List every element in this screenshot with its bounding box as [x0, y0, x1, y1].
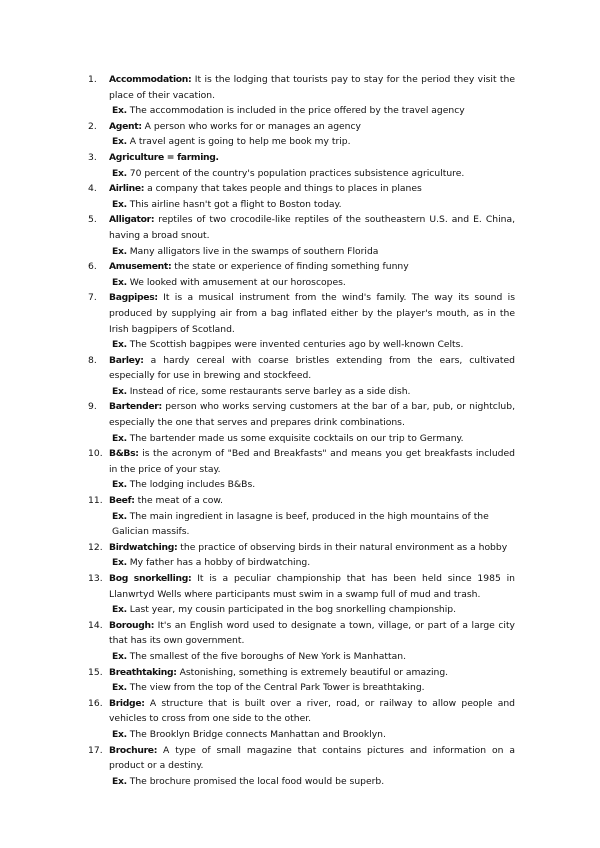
entry-definition-line [109, 119, 515, 135]
entry-definition: is the acronym of "Bed and Breakfasts" and means you get breakfasts included in the price of your stay. [109, 448, 515, 475]
glossary-entry [88, 290, 515, 352]
entry-example-line [109, 244, 515, 260]
entry-definition-line [109, 353, 515, 384]
entry-example: The view from the top of the Central Park Tower is breathtaking. [129, 682, 425, 694]
entry-term: Beef: [109, 495, 135, 507]
example-label: Ex. [112, 604, 127, 616]
entry-definition-line [109, 743, 515, 774]
entry-example: The brochure promised the local food would be superb. [129, 775, 385, 787]
entry-example: Last year, my cousin participated in the bog snorkelling championship. [129, 604, 457, 616]
entry-definition-line [109, 399, 515, 430]
entry-number: 7. [88, 292, 97, 304]
example-label: Ex. [112, 479, 127, 491]
entry-term: Brochure: [109, 744, 158, 756]
entry-example: The main ingredient in lasagne is beef, produced in the high mountains of the Galician massifs. [112, 510, 489, 538]
example-label: Ex. [112, 682, 127, 694]
entry-example: Many alligators live in the swamps of southern Florida [129, 245, 379, 257]
glossary-entry [88, 150, 515, 181]
glossary-entry [88, 743, 515, 790]
entry-example-line [109, 602, 515, 618]
entry-term: Bagpipes: [109, 292, 158, 304]
entry-example-line [109, 727, 515, 743]
glossary-entry [88, 259, 515, 290]
example-label: Ex. [112, 650, 127, 662]
example-label: Ex. [112, 775, 127, 787]
example-label: Ex. [112, 339, 127, 351]
glossary-entry [88, 212, 515, 259]
entry-definition: A structure that is built over a river, road, or railway to allow people and vehicles to cross from one side to the other. [109, 697, 515, 725]
example-label: Ex. [112, 136, 127, 148]
entry-term: B&Bs: [109, 448, 139, 460]
entry-definition: reptiles of two crocodile-like reptiles of the southeastern U.S. and E. China, having a broad snout. [109, 214, 515, 241]
entry-example-line [109, 431, 515, 447]
entry-number: 17. [88, 744, 103, 756]
glossary-entry [88, 618, 515, 665]
entry-definition-line [109, 493, 515, 509]
entry-definition-line [109, 540, 515, 556]
entry-example-line [109, 166, 515, 182]
entry-number: 8. [88, 354, 97, 366]
entry-number: 5. [88, 214, 97, 226]
glossary-entry [88, 446, 515, 493]
entry-definition: It is a musical instrument from the wind's family. The way its sound is produced by supplying air from a bag inflated either by the player's mouth, as in the Irish bagpipers of Scotland. [109, 292, 516, 335]
entry-number: 2. [88, 120, 97, 132]
entry-example: The bartender made us some exquisite cocktails on our trip to Germany. [129, 432, 464, 444]
entry-term: Breathtaking: [109, 666, 177, 678]
example-label: Ex. [112, 245, 127, 257]
entry-example-line [109, 134, 515, 150]
glossary-entry [88, 696, 515, 743]
entry-example: The Brooklyn Bridge connects Manhattan and Brooklyn. [129, 728, 386, 740]
glossary-entry [88, 665, 515, 696]
entry-term: Agent: [109, 120, 142, 132]
entry-number: 16. [88, 697, 103, 709]
glossary-entry [88, 493, 515, 540]
example-label: Ex. [112, 105, 127, 117]
entry-example: The Scottish bagpipes were invented centuries ago by well-known Celts. [129, 339, 464, 351]
glossary-entry [88, 72, 515, 119]
example-label: Ex. [112, 167, 127, 179]
entry-example-line [109, 103, 515, 119]
entry-number: 15. [88, 666, 103, 678]
entry-definition: the meat of a cow. [137, 495, 223, 507]
entry-definition-line [109, 212, 515, 243]
glossary-entry [88, 540, 515, 571]
example-label: Ex. [112, 510, 127, 522]
entry-number: 12. [88, 541, 103, 553]
entry-definition-line [109, 259, 515, 275]
entry-definition: It's an English word used to designate a town, village, or part of a large city that has its own government. [109, 619, 515, 647]
entry-definition: the practice of observing birds in their natural environment as a hobby [180, 541, 508, 553]
entry-definition: the state or experience of finding something funny [174, 261, 409, 273]
entry-example-line [109, 649, 515, 665]
entry-number: 13. [88, 573, 103, 584]
glossary-entry [88, 353, 515, 400]
glossary-entry [88, 181, 515, 212]
entry-example: This airline hasn't got a flight to Boston today. [129, 198, 342, 210]
entry-term: Airline: [109, 183, 145, 195]
entry-example: Instead of rice, some restaurants serve barley as a side dish. [129, 385, 411, 397]
entry-example: We looked with amusement at our horoscopes. [129, 276, 346, 288]
glossary-list [88, 72, 515, 789]
example-label: Ex. [112, 432, 127, 444]
example-label: Ex. [112, 557, 127, 569]
example-label: Ex. [112, 198, 127, 210]
entry-number: 1. [88, 74, 97, 85]
entry-definition: It is a peculiar championship that has been held since 1985 in Llanwrtyd Wells where participants must swim in a swamp full of mud and trash. [109, 573, 515, 600]
glossary-entry [88, 399, 515, 446]
entry-definition: a company that takes people and things to places in planes [147, 183, 422, 195]
entry-example-line [109, 337, 515, 353]
entry-number: 4. [88, 183, 97, 195]
glossary-entry [88, 119, 515, 150]
entry-definition-line [109, 72, 515, 103]
entry-example: 70 percent of the country's population practices subsistence agriculture. [129, 167, 465, 179]
entry-example: The lodging includes B&Bs. [129, 479, 256, 491]
entry-example-line [109, 477, 515, 493]
entry-definition: person who works serving customers at the bar of a bar, pub, or nightclub, especially the one that serves and prepares drink combinations. [109, 401, 515, 429]
entry-definition-line [109, 571, 515, 602]
entry-number: 11. [88, 495, 103, 507]
glossary-entry [88, 571, 515, 618]
entry-term: Borough: [109, 619, 155, 631]
entry-term: Barley: [109, 354, 144, 366]
example-label: Ex. [112, 728, 127, 740]
entry-definition: Astonishing, something is extremely beautiful or amazing. [179, 666, 449, 678]
entry-definition-line [109, 150, 515, 166]
entry-example: My father has a hobby of birdwatching. [129, 557, 311, 569]
entry-term: Birdwatching: [109, 541, 178, 553]
entry-example-line [109, 197, 515, 213]
entry-example-line [109, 555, 515, 571]
entry-definition-line [109, 696, 515, 727]
example-label: Ex. [112, 385, 127, 397]
entry-definition: a hardy cereal with coarse bristles extending from the ears, cultivated especially for use in brewing and stockfeed. [109, 354, 515, 382]
entry-number: 6. [88, 261, 97, 273]
entry-example-line [109, 384, 515, 400]
entry-example-line [109, 680, 515, 696]
entry-term: Bog snorkelling: [109, 573, 192, 584]
entry-number: 10. [88, 448, 103, 460]
entry-term: Amusement: [109, 261, 172, 273]
entry-definition: It is the lodging that tourists pay to stay for the period they visit the place of their vacation. [109, 74, 516, 101]
entry-definition-line [109, 290, 515, 337]
entry-definition-line [109, 618, 515, 649]
entry-definition: A person who works for or manages an agency [144, 120, 361, 132]
entry-example: The accommodation is included in the price offered by the travel agency [129, 105, 465, 117]
entry-example-line [109, 275, 515, 291]
entry-number: 9. [88, 401, 97, 413]
entry-example: A travel agent is going to help me book my trip. [129, 136, 351, 148]
entry-term: Accommodation: [109, 74, 192, 85]
entry-term: Bridge: [109, 697, 145, 709]
entry-definition: A type of small magazine that contains pictures and information on a product or a destiny. [109, 744, 515, 772]
entry-definition-line [109, 446, 515, 477]
entry-term: Agriculture = farming. [109, 151, 219, 163]
entry-definition-line [109, 665, 515, 681]
example-label: Ex. [112, 276, 127, 288]
entry-example-line [109, 509, 515, 540]
entry-example-line [109, 774, 515, 790]
entry-term: Bartender: [109, 401, 162, 413]
entry-example: The smallest of the five boroughs of New York is Manhattan. [129, 650, 407, 662]
entry-term: Alligator: [109, 214, 155, 226]
entry-definition-line [109, 181, 515, 197]
entry-number: 14. [88, 619, 103, 631]
entry-number: 3. [88, 151, 97, 163]
